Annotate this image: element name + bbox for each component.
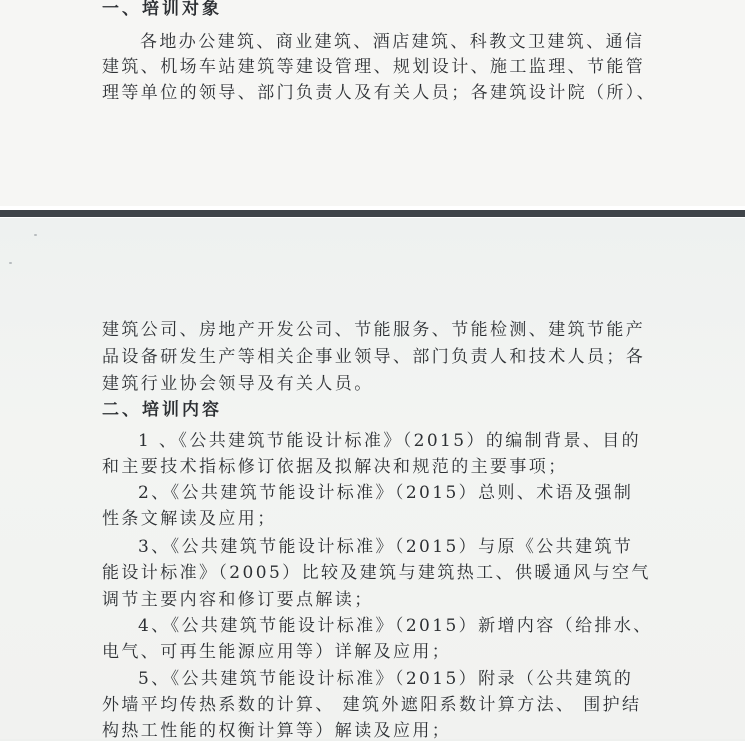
scan-speck [9,262,12,264]
list-item-line: 性条文解读及应用； [102,509,277,529]
list-item-line: 2、《公共建筑节能设计标准》（2015）总则、术语及强制 [138,483,634,503]
paragraph-line: 建筑行业协会领导及有关人员。 [102,374,374,394]
paragraph-line: 建筑公司、房地产开发公司、节能服务、节能检测、建筑节能产 [102,320,646,340]
list-item-line: 4、《公共建筑节能设计标准》（2015）新增内容（给排水、 [138,616,653,636]
paragraph-line: 建筑、机场车站建筑等建设管理、规划设计、施工监理、节能管 [102,57,646,77]
paragraph-line: 各地办公建筑、商业建筑、酒店建筑、科教文卫建筑、通信 [140,32,645,52]
list-item-line: 能设计标准》（2005）比较及建筑与建筑热工、供暖通风与空气 [102,563,651,583]
list-item-line: 5、《公共建筑节能设计标准》（2015）附录（公共建筑的 [138,669,634,689]
list-item-line: 外墙平均传热系数的计算、 建筑外遮阳系数计算方法、 围护结 [102,695,642,715]
scan-speck [34,234,37,236]
list-item-line: 电气、可再生能源应用等）详解及应用； [102,642,452,662]
list-item-line: 1 、《公共建筑节能设计标准》（2015）的编制背景、目的 [138,431,642,451]
page-fragment-bottom [0,218,745,739]
section-heading-content: 二、培训内容 [102,400,222,420]
list-item-line: 调节主要内容和修订要点解读； [102,590,374,610]
list-item-line: 和主要技术指标修订依据及拟解决和规范的主要事项； [102,457,568,477]
section-heading-audience: 一、培训对象 [102,0,222,19]
page-fragment-top [0,0,745,206]
page-separator-bar [0,210,745,217]
list-item-line: 3、《公共建筑节能设计标准》（2015）与原《公共建筑节 [138,537,634,557]
list-item-line: 构热工性能的权衡计算等）解读及应用； [102,721,452,741]
paragraph-line: 品设备研发生产等相关企事业领导、部门负责人和技术人员；各 [102,347,646,367]
paragraph-line: 理等单位的领导、部门负责人及有关人员；各建筑设计院（所）、 [102,83,657,103]
